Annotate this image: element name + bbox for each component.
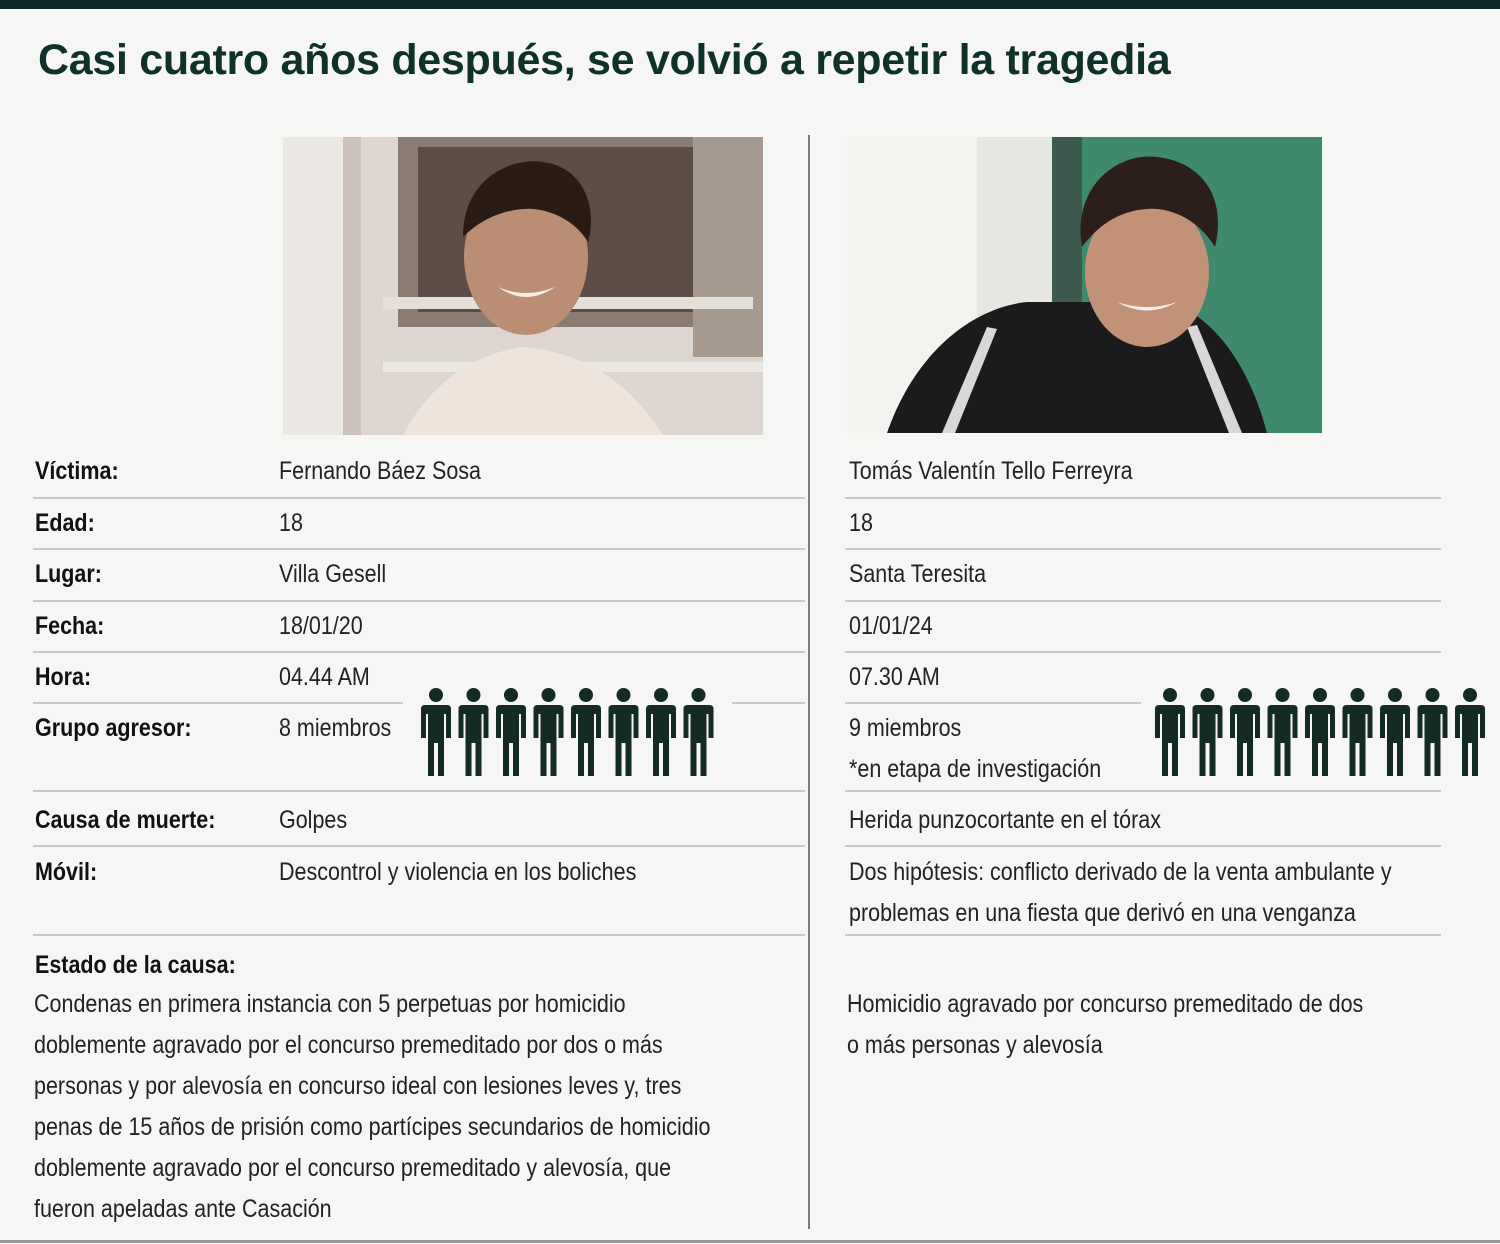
label-victima: Víctima:	[35, 457, 119, 485]
row-divider	[845, 702, 1141, 704]
person-icon	[1193, 688, 1223, 776]
row-divider	[845, 790, 1441, 792]
row-divider	[33, 702, 403, 704]
right-estado-de-la-causa	[847, 984, 1363, 1066]
right-causa-de-muerte: Herida punzocortante en el tórax	[849, 806, 1161, 834]
row-divider	[845, 497, 1441, 499]
left-grupo-agresor: 8 miembros	[279, 714, 392, 742]
right-victima: Tomás Valentín Tello Ferreyra	[849, 457, 1133, 485]
left-edad: 18	[279, 509, 303, 537]
row-divider	[33, 548, 805, 550]
label-hora: Hora:	[35, 663, 92, 691]
right-aggressor-icons	[1155, 688, 1485, 776]
person-icon	[534, 688, 564, 776]
row-divider	[845, 651, 1441, 653]
row-divider	[33, 497, 805, 499]
left-estado-line: penas de 15 años de prisión como partícipes secundarios de homicidio	[34, 1113, 711, 1141]
person-icon	[1230, 688, 1260, 776]
right-movil-line-2: problemas en una fiesta que derivó en una venganza	[849, 899, 1356, 927]
row-divider	[33, 651, 805, 653]
right-estado-line: o más personas y alevosía	[847, 1031, 1103, 1059]
person-icon	[1268, 688, 1298, 776]
page-title: Casi cuatro años después, se volvió a repetir la tragedia	[38, 36, 1171, 84]
right-grupo-agresor: 9 miembros	[849, 714, 962, 742]
row-divider	[732, 702, 805, 704]
left-aggressor-icons	[421, 688, 714, 776]
left-estado-line: Condenas en primera instancia con 5 perpetuas por homicidio	[34, 990, 626, 1018]
person-icon	[646, 688, 676, 776]
row-divider	[845, 845, 1441, 847]
person-icon	[1455, 688, 1485, 776]
left-movil: Descontrol y violencia en los boliches	[279, 858, 637, 886]
row-divider	[33, 934, 805, 936]
bottom-rule	[0, 1240, 1500, 1243]
label-causa-de-muerte: Causa de muerte:	[35, 806, 216, 834]
left-fecha: 18/01/20	[279, 612, 363, 640]
right-movil-line-1: Dos hipótesis: conflicto derivado de la venta ambulante y	[849, 858, 1392, 886]
left-estado-line: doblemente agravado por el concurso premeditado por dos o más	[34, 1031, 663, 1059]
person-icon	[496, 688, 526, 776]
left-estado-line: doblemente agravado por el concurso premeditado y alevosía, que	[34, 1154, 672, 1182]
person-icon	[459, 688, 489, 776]
left-estado-de-la-causa	[34, 984, 710, 1230]
right-lugar: Santa Teresita	[849, 560, 987, 588]
row-divider	[33, 845, 805, 847]
row-divider	[845, 548, 1441, 550]
person-icon	[1305, 688, 1335, 776]
label-estado-de-la-causa: Estado de la causa:	[35, 951, 236, 979]
label-grupo-agresor: Grupo agresor:	[35, 714, 192, 742]
person-icon	[571, 688, 601, 776]
right-grupo-note: *en etapa de investigación	[849, 755, 1102, 783]
row-divider	[33, 790, 805, 792]
label-edad: Edad:	[35, 509, 95, 537]
person-icon	[1155, 688, 1185, 776]
victim-photo-fernando	[283, 137, 763, 435]
left-lugar: Villa Gesell	[279, 560, 387, 588]
right-edad: 18	[849, 509, 873, 537]
person-icon	[1343, 688, 1373, 776]
left-estado-line: fueron apeladas ante Casación	[34, 1195, 332, 1223]
label-movil: Móvil:	[35, 858, 98, 886]
person-icon	[1418, 688, 1448, 776]
person-icon	[609, 688, 639, 776]
left-hora: 04.44 AM	[279, 663, 370, 691]
row-divider	[845, 934, 1441, 936]
person-icon	[1380, 688, 1410, 776]
right-estado-line: Homicidio agravado por concurso premeditado de dos	[847, 990, 1364, 1018]
left-estado-line: personas y por alevosía en concurso ideal con lesiones leves y, tres	[34, 1072, 682, 1100]
label-fecha: Fecha:	[35, 612, 105, 640]
column-divider	[808, 135, 810, 1229]
right-hora: 07.30 AM	[849, 663, 940, 691]
row-divider	[33, 600, 805, 602]
victim-photo-tomas	[847, 137, 1322, 433]
label-lugar: Lugar:	[35, 560, 102, 588]
left-victima: Fernando Báez Sosa	[279, 457, 482, 485]
left-causa-de-muerte: Golpes	[279, 806, 348, 834]
person-icon	[684, 688, 714, 776]
right-fecha: 01/01/24	[849, 612, 933, 640]
person-icon	[421, 688, 451, 776]
top-bar	[0, 0, 1500, 9]
row-divider	[845, 600, 1441, 602]
